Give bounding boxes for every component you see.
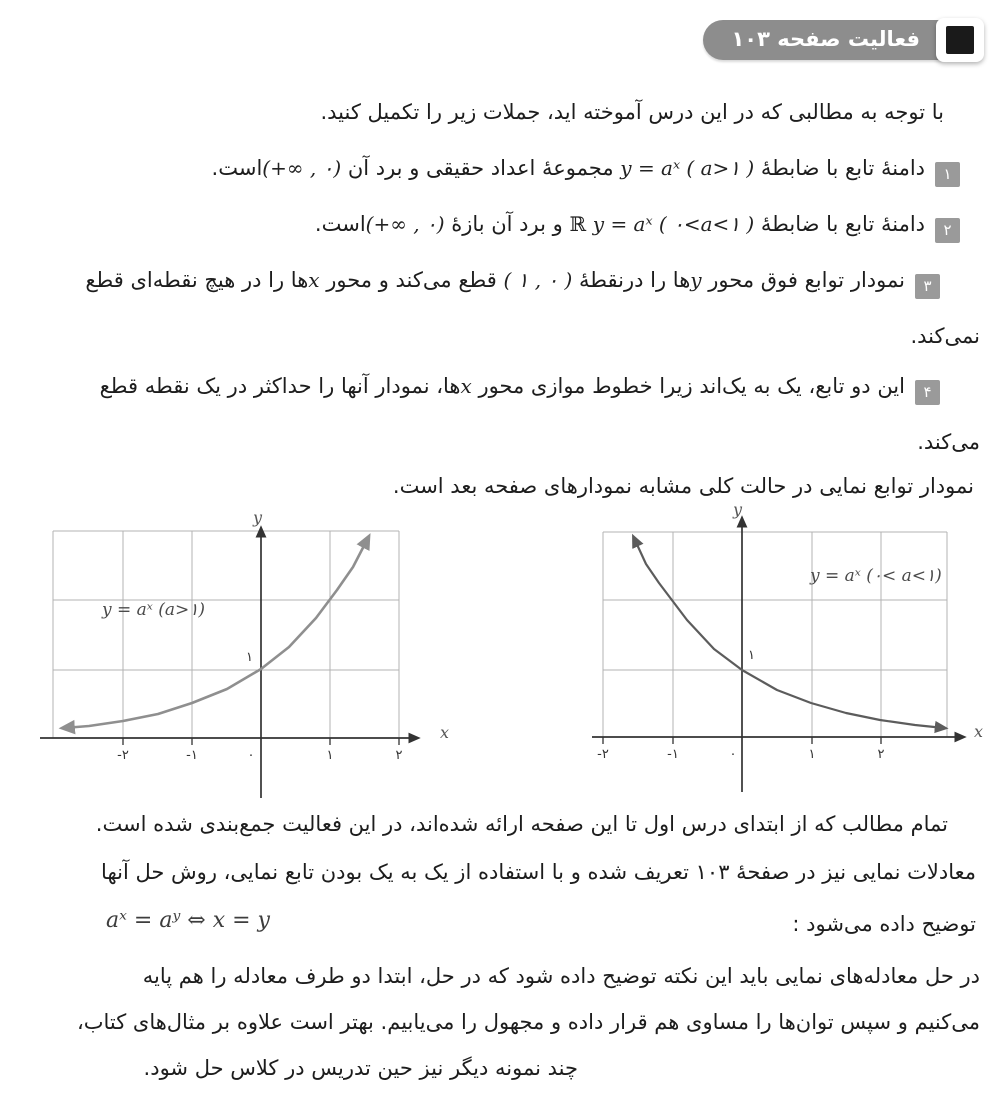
item1-text-b: مجموعهٔ اعداد حقیقی و برد آن	[347, 156, 614, 180]
item2-interval: (+∞ , ۰)	[365, 212, 445, 236]
axes	[592, 518, 964, 792]
y-intercept-label: ۱	[748, 648, 755, 663]
x-tick: ۱	[326, 748, 334, 763]
item3-text-d: ها را در هیچ نقطه‌ای قطع	[85, 268, 309, 292]
item-number-badge: ۱	[935, 162, 960, 187]
item4-text-b: ها، نمودار آنها را حداکثر در یک نقطه قطع	[99, 374, 461, 398]
grid-lines	[53, 531, 399, 738]
x-tick: -۲	[597, 747, 609, 762]
y-intercept-label: ۱	[246, 650, 253, 665]
item1-text-a: دامنهٔ تابع با ضابطهٔ	[760, 156, 925, 180]
graphs-note: نمودار توابع نمایی در حالت کلی مشابه نمودارهای صفحه بعد است.	[392, 474, 974, 498]
x-tick: -۲	[117, 748, 129, 763]
x-tick: ۲	[395, 748, 403, 763]
x-axis-label: x	[440, 723, 450, 742]
curve-equation-label: y = aˣ (a>۱)	[102, 600, 206, 620]
item1-formula: y = aˣ ( a>۱ )	[620, 156, 755, 180]
x-tick: ۱	[808, 747, 816, 762]
x-tick: -۱	[667, 747, 679, 762]
curve-equation-label: y = aˣ (۰< a<۱)	[810, 566, 942, 586]
item3-text-a: نمودار توابع فوق محور	[708, 268, 905, 292]
right-graph-canvas	[580, 500, 1000, 800]
right-graph	[580, 500, 1000, 805]
black-square-icon	[946, 26, 974, 54]
left-graph-canvas	[20, 510, 460, 805]
x-tick: ۰	[247, 748, 255, 763]
item3-var-y: y	[690, 268, 702, 292]
x-tick: ۲	[877, 747, 885, 762]
item2-text-b: و برد آن بازهٔ	[451, 212, 563, 236]
method-line-2: می‌کنیم و سپس توان‌ها را مساوی هم قرار داده و مجهول را می‌یابیم. بهتر است علاوه بر مثال‌های کتاب،	[76, 1010, 980, 1034]
item3-text-c: قطع می‌کند و محور	[326, 268, 497, 292]
item4-text-a: این دو تابع، یک به یک‌اند زیرا خطوط موازی محور	[478, 374, 905, 398]
y-axis-label: y	[733, 500, 743, 519]
activity-item-3	[85, 264, 940, 299]
axes	[40, 528, 418, 798]
activity-item-3-continued: نمی‌کند.	[910, 324, 980, 348]
activity-item-4	[100, 370, 940, 405]
exponential-equation-rule: aˣ = aʸ ⇔ x = y	[106, 908, 270, 933]
activity-item-4-continued: می‌کند.	[917, 430, 980, 454]
item1-text-c: است.	[211, 156, 263, 180]
item2-text-c: است.	[314, 212, 366, 236]
item-number-badge: ۴	[915, 380, 940, 405]
item-number-badge: ۲	[935, 218, 960, 243]
item4-var-x: x	[460, 374, 472, 398]
activity-header	[703, 18, 984, 62]
x-axis-label: x	[974, 722, 984, 741]
item3-text-b: ها را درنقطهٔ	[579, 268, 691, 292]
x-tick: ۰	[729, 747, 737, 762]
item2-real-numbers-symbol: ℝ	[569, 212, 587, 236]
item3-var-x: x	[308, 268, 320, 292]
method-line-1: در حل معادله‌های نمایی باید این نکته توضیح داده شود که در حل، ابتدا دو طرف معادله را هم پایه	[142, 964, 980, 988]
exponential-curve-increasing	[64, 538, 368, 728]
summary-line-2: معادلات نمایی نیز در صفحهٔ ۱۰۳ تعریف شده و با استفاده از یک به یک بودن تابع نمایی، روش حل آنها	[101, 860, 976, 884]
activity-item-1	[212, 152, 960, 187]
explanation-lead: توضیح داده می‌شود :	[792, 912, 976, 936]
grid-lines	[603, 532, 947, 737]
x-tick: -۱	[186, 748, 198, 763]
activity-item-2	[315, 208, 960, 243]
summary-line-1: تمام مطالب که از ابتدای درس اول تا این صفحه ارائه شده‌اند، در این فعالیت جمع‌بندی شده است.	[95, 812, 948, 836]
section-marker	[936, 18, 984, 62]
item2-formula: y = aˣ ( ۰<a<۱ )	[592, 212, 755, 236]
item2-text-a: دامنهٔ تابع با ضابطهٔ	[760, 212, 925, 236]
activity-title: فعالیت صفحه ۱۰۳	[703, 20, 946, 60]
item3-point: ( ۱ , ۰ )	[503, 268, 573, 292]
y-axis-label: y	[253, 508, 263, 527]
method-line-3: چند نمونه دیگر نیز حین تدریس در کلاس حل شود.	[143, 1056, 578, 1080]
left-graph	[20, 510, 460, 810]
intro-line: با توجه به مطالبی که در این درس آموخته اید، جملات زیر را تکمیل کنید.	[320, 100, 944, 124]
item1-interval: (+∞ , ۰)	[262, 156, 342, 180]
item-number-badge: ۳	[915, 274, 940, 299]
